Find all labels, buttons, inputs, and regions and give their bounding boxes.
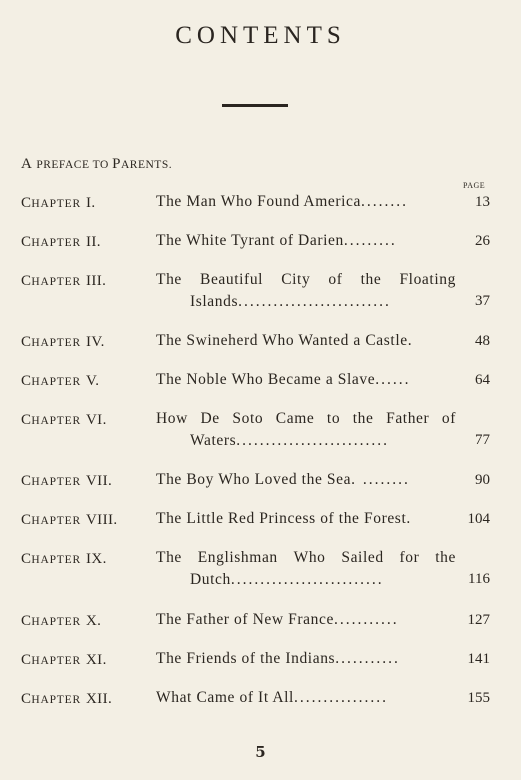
chapter-numeral: V.	[85, 373, 100, 389]
chapter-numeral: IX.	[85, 551, 107, 567]
chapter-label	[21, 551, 107, 568]
chapter-title-line2	[190, 293, 458, 311]
chapter-word-rest: HAPTER	[31, 198, 81, 210]
chapter-label	[21, 234, 101, 251]
leader-dots: .	[406, 510, 413, 527]
chapter-title-line1	[156, 549, 456, 567]
chapter-title-line	[156, 332, 458, 350]
preface-entry	[21, 156, 172, 173]
chapter-title: What Came of It All	[156, 689, 294, 706]
chapter-word-rest: HAPTER	[31, 376, 81, 388]
chapter-word-initial: C	[21, 652, 32, 668]
title-word: Came	[275, 410, 315, 427]
chapter-word-initial: C	[21, 334, 32, 350]
chapter-word-rest: HAPTER	[31, 554, 81, 566]
page-number: 5	[255, 743, 266, 761]
title-word: Floating	[399, 271, 456, 288]
chapter-page: 77	[475, 432, 490, 448]
chapter-title: The Swineherd Who Wanted a Castle	[156, 332, 408, 349]
chapter-title-continued: Islands	[190, 293, 239, 310]
chapter-page: 48	[475, 333, 490, 349]
chapter-label	[21, 334, 105, 351]
title-word: the	[352, 410, 374, 427]
chapter-word-rest: HAPTER	[31, 694, 81, 706]
chapter-numeral: VI.	[85, 412, 107, 428]
chapter-title: The Boy Who Loved the Sea	[156, 471, 352, 488]
title-word: the	[435, 549, 456, 566]
chapter-label	[21, 373, 99, 390]
chapter-title-line	[156, 689, 458, 707]
chapter-title-continued: Dutch	[190, 571, 231, 588]
chapter-title-line2	[190, 432, 458, 450]
title-word: City	[281, 271, 311, 288]
title-word: the	[360, 271, 382, 288]
chapter-word-initial: C	[21, 473, 32, 489]
leader-dots: .	[407, 332, 414, 349]
chapter-title-line	[156, 232, 458, 250]
chapter-numeral: XII.	[85, 691, 113, 707]
chapter-word-rest: HAPTER	[31, 515, 81, 527]
title-word: Father	[386, 410, 430, 427]
preface-initial: A	[21, 156, 33, 172]
title-divider	[222, 104, 288, 107]
chapter-word-initial: C	[21, 512, 32, 528]
chapter-page: 141	[467, 651, 490, 667]
chapter-title: The Man Who Found America	[156, 193, 361, 210]
leader-dots: .........	[343, 232, 397, 249]
chapter-page: 37	[475, 293, 490, 309]
chapter-page: 116	[468, 571, 490, 587]
chapter-numeral: XI.	[85, 652, 107, 668]
title-word: De	[200, 410, 220, 427]
chapter-title: The White Tyrant of Darien	[156, 232, 344, 249]
chapter-numeral: I.	[85, 195, 96, 211]
chapter-title-line1	[156, 271, 456, 289]
chapter-word-initial: C	[21, 373, 32, 389]
chapter-page: 127	[467, 612, 490, 628]
chapter-word-rest: HAPTER	[31, 337, 81, 349]
page-title: CONTENTS	[175, 22, 346, 49]
chapter-word-initial: C	[21, 691, 32, 707]
chapter-numeral: IV.	[85, 334, 105, 350]
leader-dots: ........	[360, 193, 408, 210]
chapter-title-line2	[190, 571, 458, 589]
title-word: of	[441, 410, 456, 427]
preface-initial-2: P	[112, 156, 121, 172]
chapter-word-rest: HAPTER	[31, 655, 81, 667]
title-word: to	[326, 410, 341, 427]
chapter-page: 26	[475, 233, 490, 249]
title-word: Soto	[232, 410, 264, 427]
page-column-label: PAGE	[463, 181, 486, 190]
leader-dots: ..........................	[238, 293, 391, 310]
chapter-word-rest: HAPTER	[31, 476, 81, 488]
chapter-label	[21, 691, 112, 708]
leader-dots: . ........	[351, 471, 410, 488]
chapter-numeral: III.	[85, 273, 107, 289]
preface-text-2: ARENTS.	[121, 159, 173, 171]
leader-dots: ...........	[335, 650, 400, 667]
chapter-title: The Father of New France	[156, 611, 334, 628]
title-word: for	[399, 549, 420, 566]
leader-dots: ..........................	[236, 432, 389, 449]
chapter-title: The Little Red Princess of the Forest	[156, 510, 407, 527]
chapter-word-rest: HAPTER	[31, 616, 81, 628]
chapter-page: 155	[467, 690, 490, 706]
chapter-page: 13	[475, 194, 490, 210]
chapter-word-rest: HAPTER	[31, 415, 81, 427]
chapter-label	[21, 613, 101, 630]
leader-dots: ................	[293, 689, 388, 706]
preface-text: PREFACE TO	[36, 159, 113, 171]
title-word: Englishman	[197, 549, 278, 566]
chapter-word-rest: HAPTER	[31, 276, 81, 288]
chapter-title-line	[156, 193, 458, 211]
chapter-label	[21, 412, 107, 429]
title-word: of	[328, 271, 343, 288]
leader-dots: ..........................	[230, 571, 384, 588]
chapter-title: The Friends of the Indians	[156, 650, 336, 667]
chapter-numeral: X.	[85, 613, 102, 629]
chapter-page: 90	[475, 472, 490, 488]
chapter-label	[21, 512, 118, 529]
chapter-word-initial: C	[21, 234, 32, 250]
chapter-label	[21, 473, 112, 490]
title-word: How	[156, 410, 188, 427]
title-word: The	[156, 549, 182, 566]
chapter-title-line	[156, 611, 458, 629]
chapter-page: 64	[475, 372, 490, 388]
chapter-page: 104	[467, 511, 490, 527]
title-word: Who	[293, 549, 326, 566]
chapter-title-continued: Waters	[190, 432, 237, 449]
chapter-numeral: VIII.	[85, 512, 118, 528]
title-word: Beautiful	[200, 271, 264, 288]
chapter-title-line	[156, 371, 458, 389]
chapter-numeral: VII.	[85, 473, 113, 489]
leader-dots: ......	[375, 371, 411, 388]
chapter-word-initial: C	[21, 551, 32, 567]
chapter-word-initial: C	[21, 613, 32, 629]
title-word: The	[156, 271, 182, 288]
chapter-title-line1	[156, 410, 456, 428]
chapter-word-rest: HAPTER	[31, 237, 81, 249]
chapter-label	[21, 273, 106, 290]
leader-dots: ...........	[333, 611, 399, 628]
chapter-title-line	[156, 650, 458, 668]
chapter-title: The Noble Who Became a Slave	[156, 371, 376, 388]
title-word: Sailed	[341, 549, 384, 566]
chapter-title-line	[156, 471, 458, 489]
chapter-title-line	[156, 510, 458, 528]
chapter-word-initial: C	[21, 273, 32, 289]
chapter-word-initial: C	[21, 195, 32, 211]
chapter-numeral: II.	[85, 234, 101, 250]
chapter-word-initial: C	[21, 412, 32, 428]
chapter-label	[21, 195, 95, 212]
chapter-label	[21, 652, 107, 669]
